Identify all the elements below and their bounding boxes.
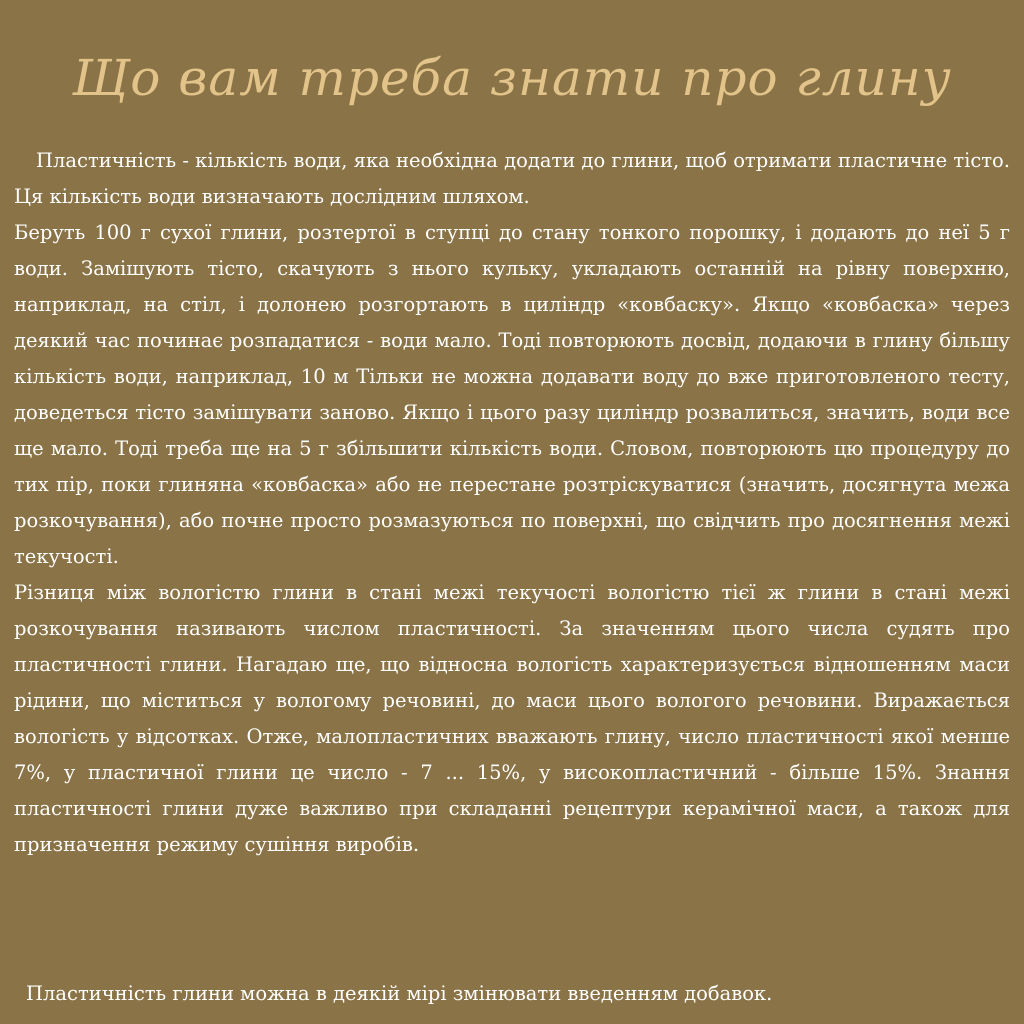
paragraph-closing: Пластичність глини можна в деякій мірі змінювати введенням добавок. [26, 982, 773, 1005]
paragraph-plasticity-number: Різниця між вологістю глини в стані межі текучості вологістю тієї ж глини в стані межі розкочування називають числом пластичності. За значенням цього числа судять про пластичності глини. Нагадаю ще, що відносна вологість характеризується відношенням маси рідини, що міститься у вологому речовині, до маси цього вологого речовини. Виражається вологість у відсотках. Отже, малопластичних вважають глину, число пластичності якої менше 7%, у пластичної глини це число - 7 ... 15%, у високопластичний - більше 15%. Знання пластичності глини дуже важливо при складанні рецептури керамічної маси, а також для призначення режиму сушіння виробів. [14, 581, 1010, 856]
paragraph-intro: Пластичність - кількість води, яка необхідна додати до глини, щоб отримати пластичне тісто. Ця кількість води визначають дослідним шляхом. [14, 149, 1010, 208]
article-body [14, 143, 1010, 863]
page-title: Що вам треба знати про глину [72, 49, 952, 107]
paragraph-method: Беруть 100 г сухої глини, розтертої в ступці до стану тонкого порошку, і додають до неї 5 г води. Замішують тісто, скачують з нього кульку, укладають останній на рівну поверхню, наприклад, на стіл, і долонею розгортають в циліндр «ковбаску». Якщо «ковбаска» через деякий час починає розпадатися - води мало. Тоді повторюють досвід, додаючи в глину більшу кількість води, наприклад, 10 м Тільки не можна додавати воду до вже приготовленого тесту, доведеться тісто замішувати заново. Якщо і цього разу циліндр розвалиться, значить, води все ще мало. Тоді треба ще на 5 г збільшити кількість води. Словом, повторюють цю процедуру до тих пір, поки глиняна «ковбаска» або не перестане розтріскуватися (значить, досягнута межа розкочування), або почне просто розмазуються по поверхні, що свідчить про досягнення межі текучості. [14, 221, 1010, 568]
